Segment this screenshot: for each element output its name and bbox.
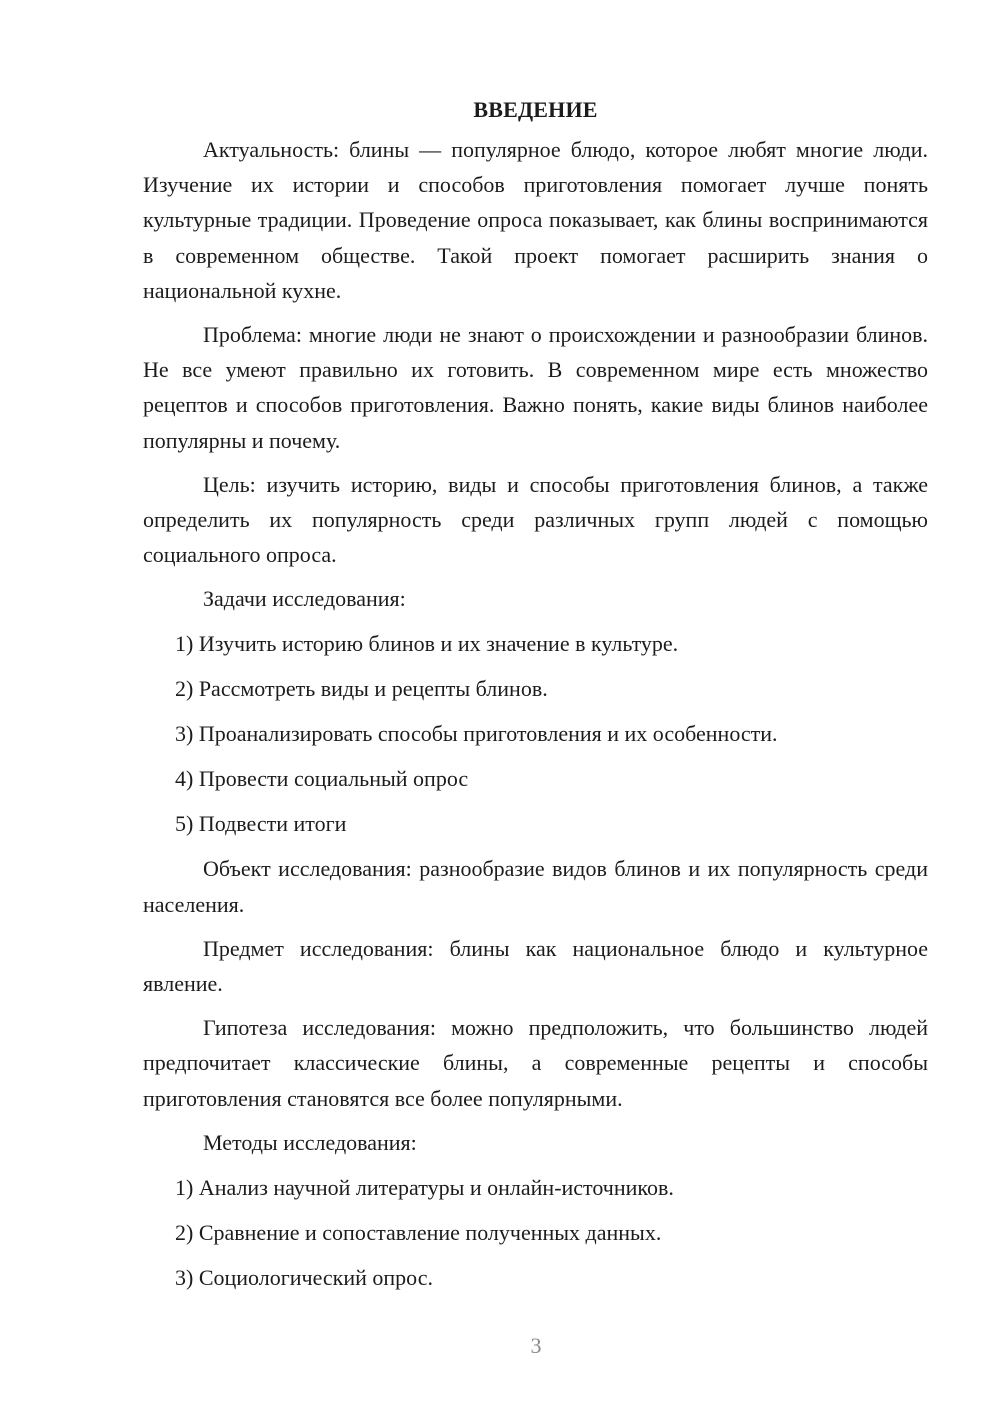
task-item: 5) Подвести итоги [175,811,347,837]
relevance-paragraph: Актуальность: блины — популярное блюдо, которое любят многие люди. Изучение их истории и способов приготовления помогает лучше понять культурные традиции. Проведение опроса показывает, как блины воспринимаются в современном обществе. Такой проект помогает расширить знания о национальной кухне. [143,137,928,303]
methods-title: Методы исследования: [203,1129,417,1155]
task-item: 4) Провести социальный опрос [175,766,469,792]
object-paragraph: Объект исследования: разнообразие видов блинов и их популярность среди населения. [143,856,928,917]
section-heading: ВВЕДЕНИЕ [473,97,598,122]
task-item: 3) Проанализировать способы приготовления и их особенности. [175,721,778,747]
tasks-title: Задачи исследования: [203,586,406,612]
subject-paragraph: Предмет исследования: блины как национальное блюдо и культурное явление. [143,935,928,997]
method-item: 1) Анализ научной литературы и онлайн-источников. [175,1174,674,1200]
hypothesis-paragraph: Гипотеза исследования: можно предположить, что большинство людей предпочитает классические блины, а современные рецепты и способы приготовления становятся все более популярными. [143,1015,928,1111]
goal-paragraph: Цель: изучить историю, виды и способы приготовления блинов, а также определить их популярность среди различных групп людей с помощью социального опроса. [143,471,928,568]
page-number: 3 [530,1333,542,1358]
document-page [143,94,928,1305]
method-item: 3) Социологический опрос. [175,1264,433,1290]
task-item: 1) Изучить историю блинов и их значение в культуре. [175,631,679,657]
task-item: 2) Рассмотреть виды и рецепты блинов. [175,676,548,702]
problem-paragraph: Проблема: многие люди не знают о происхождении и разнообразии блинов. Не все умеют правильно их готовить. В современном мире есть множество рецептов и способов приготовления. Важно понять, какие виды блинов наиболее популярны и почему. [143,322,928,453]
method-item: 2) Сравнение и сопоставление полученных данных. [175,1219,662,1245]
